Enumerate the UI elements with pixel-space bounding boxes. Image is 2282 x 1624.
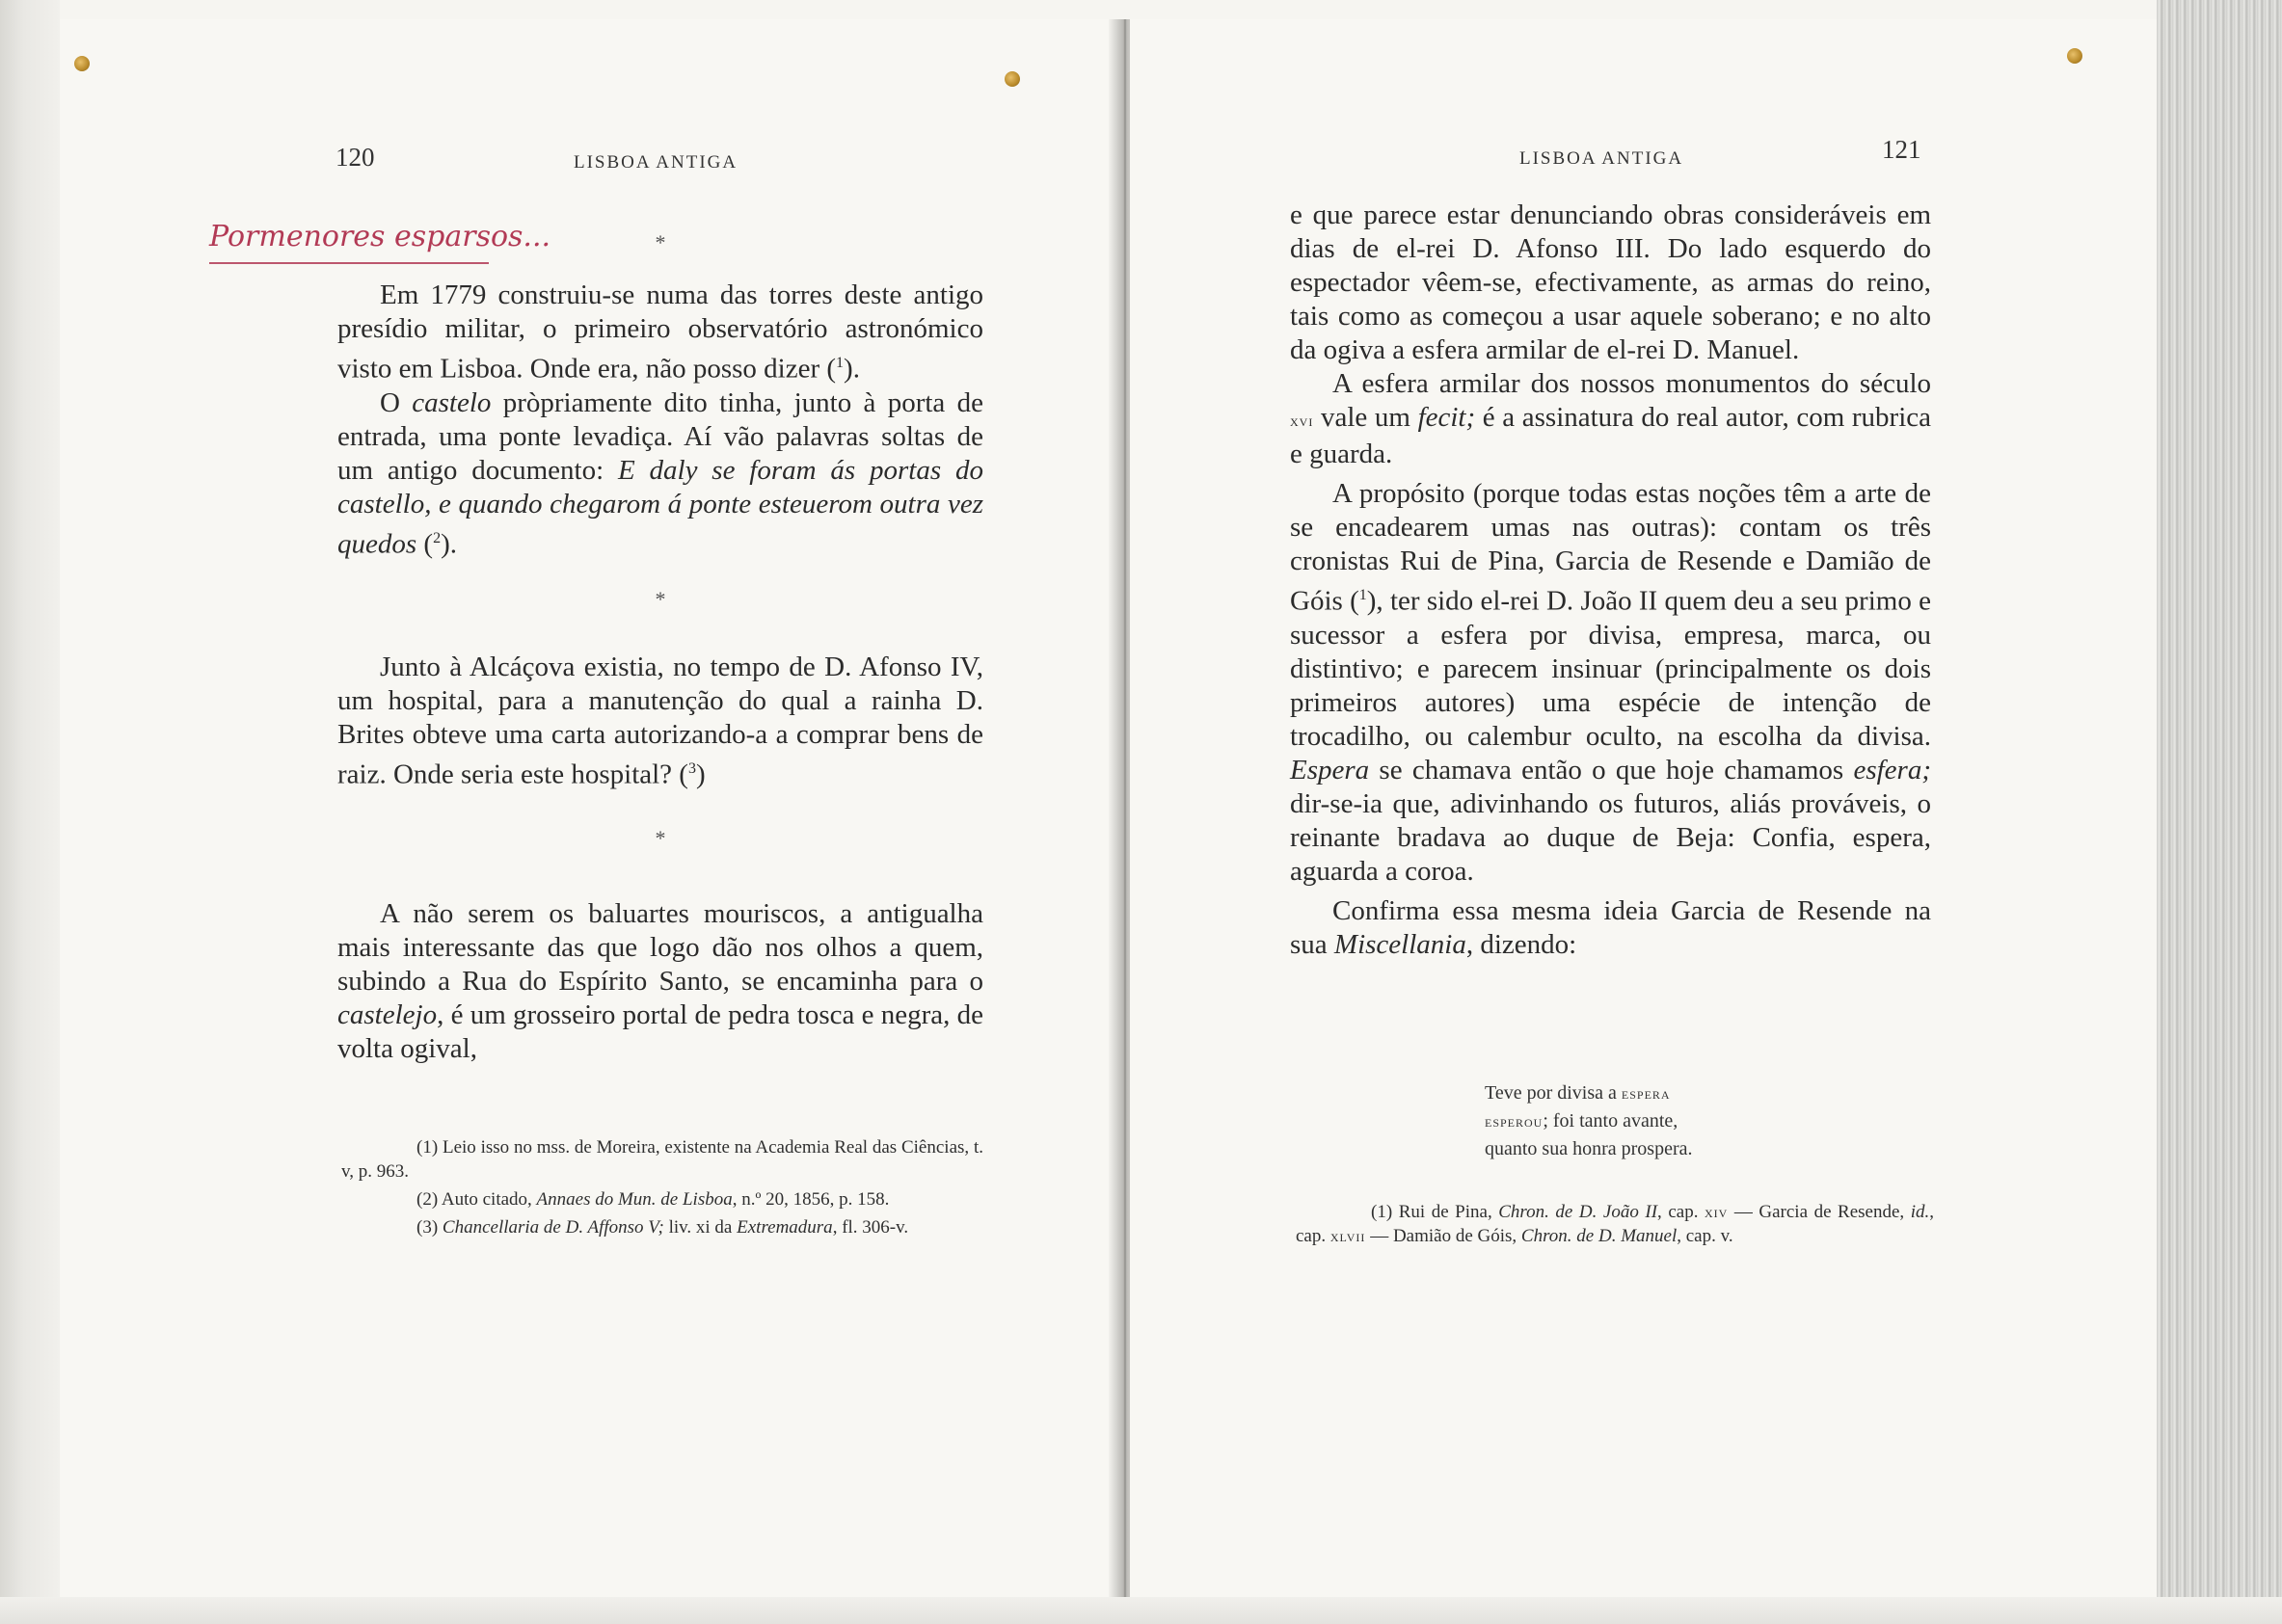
footnote-1-right: (1) Rui de Pina, Chron. de D. João II, cap. xiv — Garcia de Resende, id., cap. xlvii — Damião de Góis, Chron. de D. Manuel, cap. v. — [1296, 1202, 1934, 1246]
bottom-scan-edge — [0, 1597, 2282, 1624]
pin-mark-icon — [1005, 71, 1020, 87]
pin-mark-icon — [2067, 48, 2082, 64]
verse-line-3: quanto sua honra prospera. — [1485, 1138, 1693, 1159]
pin-mark-icon — [74, 56, 90, 71]
handwritten-annotation: Pormenores esparsos... — [209, 220, 551, 253]
left-body-text — [337, 226, 983, 1066]
running-head-right: LISBOA ANTIGA — [1519, 148, 1684, 169]
paragraph-castelo: O castelo pròpriamente dito tinha, junto à porta de entrada, uma ponte levadiça. Aí vão palavras soltas de um antigo documento: E daly se foram ás portas do castello, e quando chegarom á ponte esteuerom outra vez quedos ($^2$). — [337, 386, 983, 560]
paragraph-armas: e que parece estar denunciando obras consideráveis em dias de el-rei D. Afonso III. Do lado esquerdo do espectador vêem-se, efectivamente, as armas do reino, tais como as começou a usar aquele soberano; e no alto da ogiva a esfera armilar de el-rei D. Manuel. — [1290, 200, 1931, 365]
running-head-left: LISBOA ANTIGA — [574, 152, 738, 173]
section-star: * — [655, 230, 666, 254]
verse-quote — [1485, 1079, 1890, 1162]
footnote-2: (2) Auto citado, Annaes do Mun. de Lisboa, n.º 20, 1856, p. 158. — [416, 1189, 890, 1210]
section-star: * — [655, 825, 666, 850]
right-footnotes — [1296, 1200, 1934, 1252]
right-page — [1130, 19, 2157, 1600]
paragraph-portal: A não serem os baluartes mouriscos, a antigualha mais interessante das que logo dão nos olhos a quem, subindo a Rua do Espírito Santo, se encaminha para o castelejo, é um grosseiro portal de pedra tosca e negra, de volta ogival, — [337, 897, 983, 1064]
paragraph-esfera: A esfera armilar dos nossos monumentos do século xvi vale um fecit; é a assinatura do real autor, com rubrica e guarda. — [1290, 368, 1931, 469]
section-star: * — [655, 587, 666, 612]
verse-line-1: Teve por divisa a espera — [1485, 1082, 1671, 1104]
verse-line-2: esperou; foi tanto avante, — [1485, 1110, 1678, 1131]
paragraph-hospital: Junto à Alcáçova existia, no tempo de D. Afonso IV, um hospital, para a manutenção do qual a rainha D. Brites obteve uma carta autorizando-a a comprar bens de raiz. Onde seria este hospital? ($^3$) — [337, 652, 983, 790]
paragraph-proposito: A propósito (porque todas estas noções têm a arte de se encadearem umas nas outras): contam os três cronistas Rui de Pina, Garcia de Resende e Damião de Góis ($^1$), ter sido el-rei D. João II quem deu a seu primo e sucessor a esfera por divisa, empresa, marca, ou distintivo; e parecem insinuar (principalmente os dois primeiros autores) uma espécie de intenção de trocadilho, ou calembur oculto, na escolha da divisa. Espera se chamava então o que hoje chamamos esfera; dir-se-ia que, adivinhando os futuros, aliás prováveis, o reinante bradava ao duque de Beja: Confia, espera, aguarda a coroa. — [1290, 478, 1931, 887]
left-footnotes — [341, 1135, 983, 1243]
paragraph-observatory: Em 1779 construiu-se numa das torres deste antigo presídio militar, o primeiro observatório astronómico visto em Lisboa. Onde era, não posso dizer ($^1$). — [337, 280, 983, 385]
left-scan-edge — [0, 0, 60, 1624]
page-number-left: 120 — [336, 143, 375, 172]
footnote-1: (1) Leio isso no mss. de Moreira, existente na Academia Real das Ciências, t. v, p. 963. — [341, 1137, 983, 1182]
right-page-stack-edge — [2157, 0, 2282, 1624]
left-page — [60, 19, 1120, 1600]
page-number-right: 121 — [1882, 135, 1921, 164]
footnote-3: (3) Chancellaria de D. Affonso V; liv. xi da Extremadura, fl. 306-v. — [416, 1217, 909, 1238]
right-body-text — [1290, 199, 1931, 962]
paragraph-confirma: Confirma essa mesma ideia Garcia de Resende na sua Miscellania, dizendo: — [1290, 894, 1931, 960]
